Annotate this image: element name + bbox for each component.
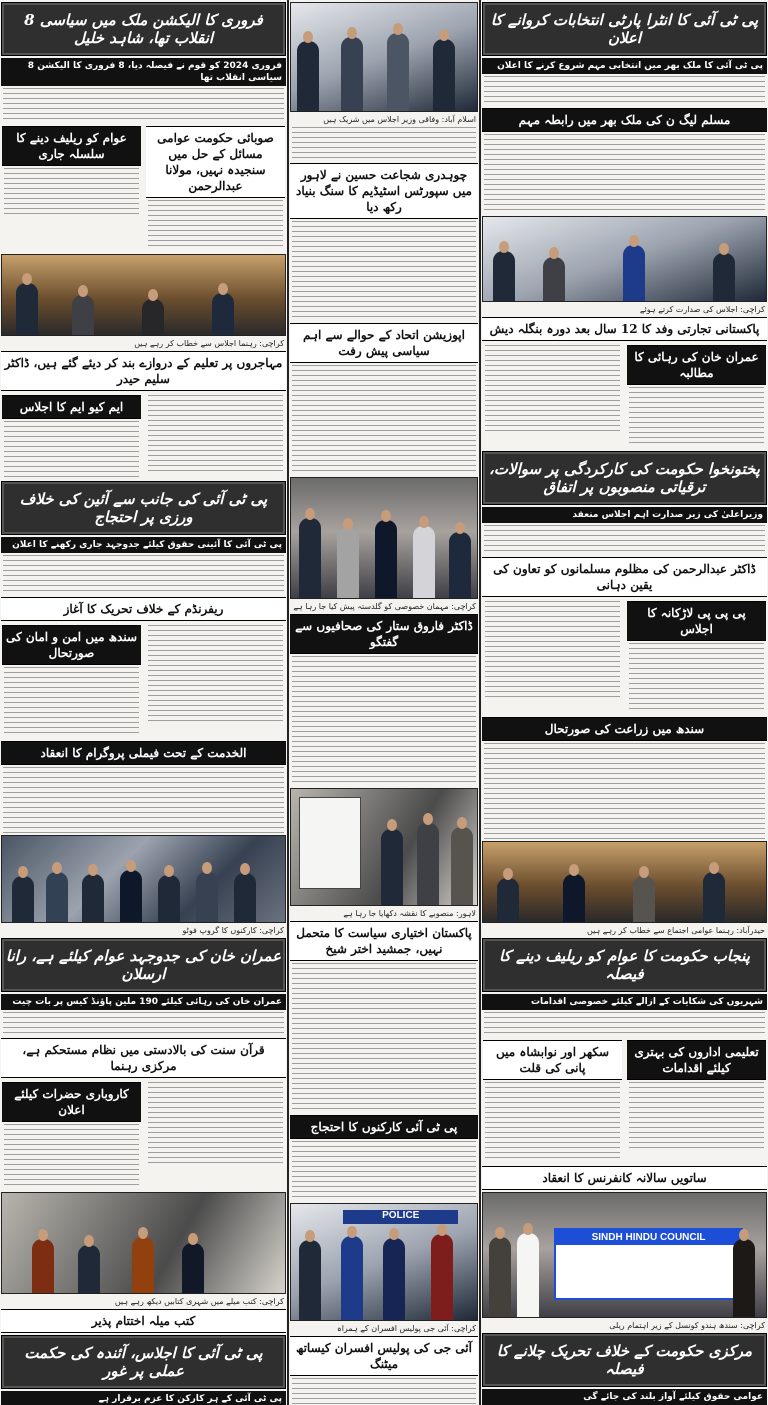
photo-caption: حیدرآباد: رہنما عوامی اجتماع سے خطاب کر رہے ہیں bbox=[587, 926, 765, 935]
article-text bbox=[3, 767, 284, 833]
article-text bbox=[148, 625, 283, 721]
photo-caption: کراچی: کتب میلے میں شہری کتابیں دیکھ رہے ہیں bbox=[114, 1297, 284, 1306]
article-headline: پاکستان اختیاری سیاست کا متحمل نہیں، جمشید اختر شیخ bbox=[290, 921, 478, 961]
article-headline: کتب میلہ اختتام پذیر bbox=[1, 1309, 286, 1333]
news-photo bbox=[482, 841, 767, 923]
article-text bbox=[148, 1082, 283, 1166]
article-headline: سندھ میں امن و امان کی صورتحال bbox=[2, 625, 141, 665]
banner-headline: پنجاب حکومت کا عوام کو ریلیف دینے کا فیصلہ bbox=[482, 938, 767, 992]
article-text bbox=[148, 395, 283, 475]
subheadline: پی ٹی آئی کا ملک بھر میں انتخابی مہم شروع کرنے کا اعلان bbox=[482, 58, 767, 74]
article-text bbox=[292, 963, 476, 1113]
middle-column bbox=[289, 0, 479, 1405]
article-headline: مہاجروں پر تعلیم کے دروازے بند کر دیئے گئے ہیں، ڈاکٹر سلیم حیدر bbox=[1, 351, 286, 391]
photo-caption: کراچی: رہنما اجلاس سے خطاب کر رہے ہیں bbox=[134, 339, 284, 348]
subheadline: عوامی حقوق کیلئے آواز بلند کی جائے گی bbox=[482, 1389, 767, 1405]
news-photo bbox=[482, 216, 767, 302]
article-text bbox=[629, 387, 764, 447]
article-headline: اپوزیشن اتحاد کے حوالے سے اہم سیاسی پیش رفت bbox=[290, 323, 478, 363]
article-text bbox=[484, 1012, 765, 1036]
banner-headline: پختونخوا حکومت کی کارکردگی پر سوالات، ترقیاتی منصوبوں پر اتفاق bbox=[482, 451, 767, 505]
article-headline: سکھر اور نوابشاہ میں پانی کی قلت bbox=[483, 1040, 622, 1080]
article-text bbox=[629, 643, 764, 713]
subheadline: وزیراعلیٰ کی زیر صدارت اہم اجلاس منعقد bbox=[482, 507, 767, 523]
article-text bbox=[292, 1141, 476, 1201]
article-text bbox=[3, 88, 284, 122]
news-photo bbox=[290, 2, 478, 112]
article-headline: ڈاکٹر فاروق ستار کی صحافیوں سے گفتگو bbox=[290, 614, 478, 654]
article-text bbox=[3, 555, 284, 595]
article-text bbox=[292, 365, 476, 475]
article-text bbox=[3, 1012, 284, 1036]
article-text bbox=[485, 345, 620, 435]
rally-banner-text: SINDH HINDU COUNCIL bbox=[556, 1230, 742, 1245]
article-text bbox=[629, 1082, 764, 1152]
banner-headline: پی ٹی آئی کی جانب سے آئین کی خلاف ورزی پر احتجاج bbox=[1, 481, 286, 535]
banner-headline: عمران خان کی جدوجہد عوام کیلئے ہے، رانا ارسلان bbox=[1, 938, 286, 992]
banner-headline: 8 فروری کا الیکشن ملک میں سیاسی انقلاب تھا، شاہد خلیل bbox=[1, 2, 286, 56]
article-text bbox=[4, 168, 139, 218]
article-headline: مسلم لیگ ن کی ملک بھر میں رابطہ مہم bbox=[482, 108, 767, 132]
photo-caption: کراچی: کارکنوں کا گروپ فوٹو bbox=[182, 926, 284, 935]
article-headline: قرآن سنت کی بالادستی میں نظام مستحکم ہے، مرکزی رہنما bbox=[1, 1038, 286, 1078]
article-text bbox=[4, 421, 139, 477]
article-headline: ڈاکٹر عبدالرحمن کی مظلوم مسلمانوں کو تعاون کی یقین دہانی bbox=[482, 557, 767, 597]
news-photo bbox=[1, 254, 286, 336]
article-headline: صوبائی حکومت عوامی مسائل کے حل میں سنجیدہ نہیں، مولانا عبدالرحمن bbox=[146, 126, 285, 198]
banner-headline: پی ٹی آئی کا انٹرا پارٹی انتخابات کروانے کا اعلان bbox=[482, 2, 767, 56]
article-headline: ایم کیو ایم کا اجلاس bbox=[2, 395, 141, 419]
rally-banner bbox=[554, 1228, 744, 1300]
article-text bbox=[484, 525, 765, 555]
article-headline: عوام کو ریلیف دینے کا سلسلہ جاری bbox=[2, 126, 141, 166]
article-text bbox=[484, 134, 765, 214]
subheadline: پی ٹی آئی کا آئینی حقوق کیلئے جدوجہد جاری رکھنے کا اعلان bbox=[1, 537, 286, 553]
news-photo bbox=[290, 477, 478, 599]
subheadline: 8 فروری 2024 کو قوم نے فیصلہ دیا، 8 فروری کا الیکشن سیاسی انقلاب تھا bbox=[1, 58, 286, 86]
police-sign: POLICE bbox=[343, 1210, 458, 1224]
news-photo bbox=[290, 788, 478, 906]
article-headline: آئی جی کی پولیس افسران کیساتھ میٹنگ bbox=[290, 1336, 478, 1376]
article-headline: الخدمت کے تحت فیملی پروگرام کا انعقاد bbox=[1, 741, 286, 765]
article-text bbox=[4, 1124, 139, 1188]
article-text bbox=[484, 743, 765, 839]
photo-caption: کراچی: مہمان خصوصی کو گلدستہ پیش کیا جا رہا ہے bbox=[293, 602, 476, 611]
photo-caption: کراچی: اجلاس کی صدارت کرتے ہوئے bbox=[639, 305, 765, 314]
article-text bbox=[4, 667, 139, 737]
subheadline: شہریوں کی شکایات کے ازالے کیلئے خصوصی اقدامات bbox=[482, 994, 767, 1010]
banner-headline: پی ٹی آئی کا اجلاس، آئندہ کی حکمت عملی پر غور bbox=[1, 1335, 286, 1389]
article-text bbox=[148, 200, 283, 250]
article-text bbox=[292, 221, 476, 321]
photo-caption: کراچی: آئی جی پولیس افسران کے ہمراہ bbox=[337, 1324, 476, 1333]
news-photo bbox=[1, 835, 286, 923]
article-headline: تعلیمی اداروں کی بہتری کیلئے اقدامات bbox=[627, 1040, 766, 1080]
article-text bbox=[292, 127, 476, 161]
article-text bbox=[484, 76, 765, 106]
article-headline: پی پی پی لاڑکانہ کا اجلاس bbox=[627, 601, 766, 641]
article-headline: پی ٹی آئی کارکنوں کا احتجاج bbox=[290, 1115, 478, 1139]
subheadline: عمران خان کی رہائی کیلئے 190 ملین پاؤنڈ کیس پر بات چیت bbox=[1, 994, 286, 1010]
article-text bbox=[485, 1082, 620, 1162]
news-photo bbox=[482, 1192, 767, 1318]
article-headline: کاروباری حضرات کیلئے اعلان bbox=[2, 1082, 141, 1122]
article-text bbox=[485, 601, 620, 701]
right-column bbox=[481, 0, 768, 1405]
photo-caption: کراچی: سندھ ہندو کونسل کے زیر اہتمام ریلی bbox=[609, 1321, 765, 1330]
news-photo bbox=[290, 1203, 478, 1321]
article-text bbox=[292, 1378, 476, 1405]
photo-caption: لاہور: منصوبے کا نقشہ دکھایا جا رہا ہے bbox=[343, 909, 476, 918]
article-headline: چوہدری شجاعت حسین نے لاہور میں سپورٹس اسٹیڈیم کا سنگ بنیاد رکھ دیا bbox=[290, 163, 478, 219]
left-column bbox=[0, 0, 287, 1405]
article-headline: پاکستانی تجارتی وفد کا 12 سال بعد دورہ بنگلہ دیش bbox=[482, 317, 767, 341]
article-text bbox=[292, 656, 476, 786]
news-photo bbox=[1, 1192, 286, 1294]
photo-caption: اسلام آباد: وفاقی وزیر اجلاس میں شریک ہیں bbox=[323, 115, 476, 124]
banner-headline: مرکزی حکومت کے خلاف تحریک چلانے کا فیصلہ bbox=[482, 1333, 767, 1387]
article-headline: ریفرنڈم کے خلاف تحریک کا آغاز bbox=[1, 597, 286, 621]
subheadline: پی ٹی آئی کے ہر کارکن کا عزم برقرار ہے bbox=[1, 1391, 286, 1405]
article-headline: عمران خان کی رہائی کا مطالبہ bbox=[627, 345, 766, 385]
article-headline: سندھ میں زراعت کی صورتحال bbox=[482, 717, 767, 741]
article-headline: ساتویں سالانہ کانفرنس کا انعقاد bbox=[482, 1166, 767, 1190]
